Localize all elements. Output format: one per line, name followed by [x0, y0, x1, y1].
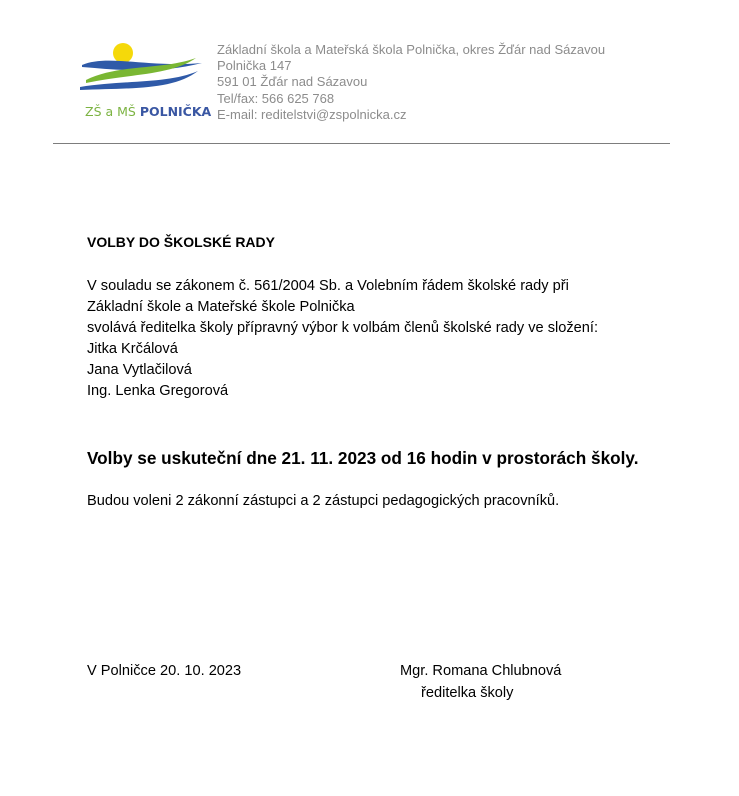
logo-prefix: ZŠ a MŠ [85, 104, 136, 119]
logo-wordmark [85, 104, 211, 119]
signatory-name: Mgr. Romana Chlubnová [400, 663, 562, 679]
logo-graphic-icon [78, 40, 206, 102]
letterhead-address [217, 42, 605, 123]
document-heading: VOLBY DO ŠKOLSKÉ RADY [87, 234, 275, 250]
paragraph-line: V souladu se zákonem č. 561/2004 Sb. a Volebním řádem školské rady při [87, 278, 569, 294]
committee-member: Jana Vytlačilová [87, 362, 192, 378]
letterhead-email: E-mail: reditelstvi@zspolnicka.cz [217, 106, 407, 122]
header-divider [53, 143, 670, 144]
paragraph-line: Základní škole a Mateřské škole Polnička [87, 299, 355, 315]
committee-member: Ing. Lenka Gregorová [87, 383, 229, 399]
letterhead-city: 591 01 Žďár nad Sázavou [217, 74, 368, 90]
election-announcement: Volby se uskuteční dne 21. 11. 2023 od 16 hodin v prostorách školy. [87, 448, 639, 468]
logo-sun-icon [113, 43, 133, 63]
letterhead-street: Polnička 147 [217, 58, 292, 74]
letterhead-phone: Tel/fax: 566 625 768 [217, 90, 335, 106]
document-paragraph [87, 276, 598, 402]
school-logo [78, 40, 212, 124]
letterhead-school-name: Základní škola a Mateřská škola Polnička, okres Žďár nad Sázavou [217, 42, 606, 57]
logo-name: POLNIČKA [139, 104, 212, 119]
signatory-role: ředitelka školy [421, 685, 514, 701]
committee-member: Jitka Krčálová [87, 341, 178, 357]
election-note: Budou voleni 2 zákonní zástupci a 2 zástupci pedagogických pracovníků. [87, 493, 560, 509]
place-and-date: V Polničce 20. 10. 2023 [87, 663, 242, 679]
paragraph-line: svolává ředitelka školy přípravný výbor k volbám členů školské rady ve složení: [87, 320, 599, 336]
